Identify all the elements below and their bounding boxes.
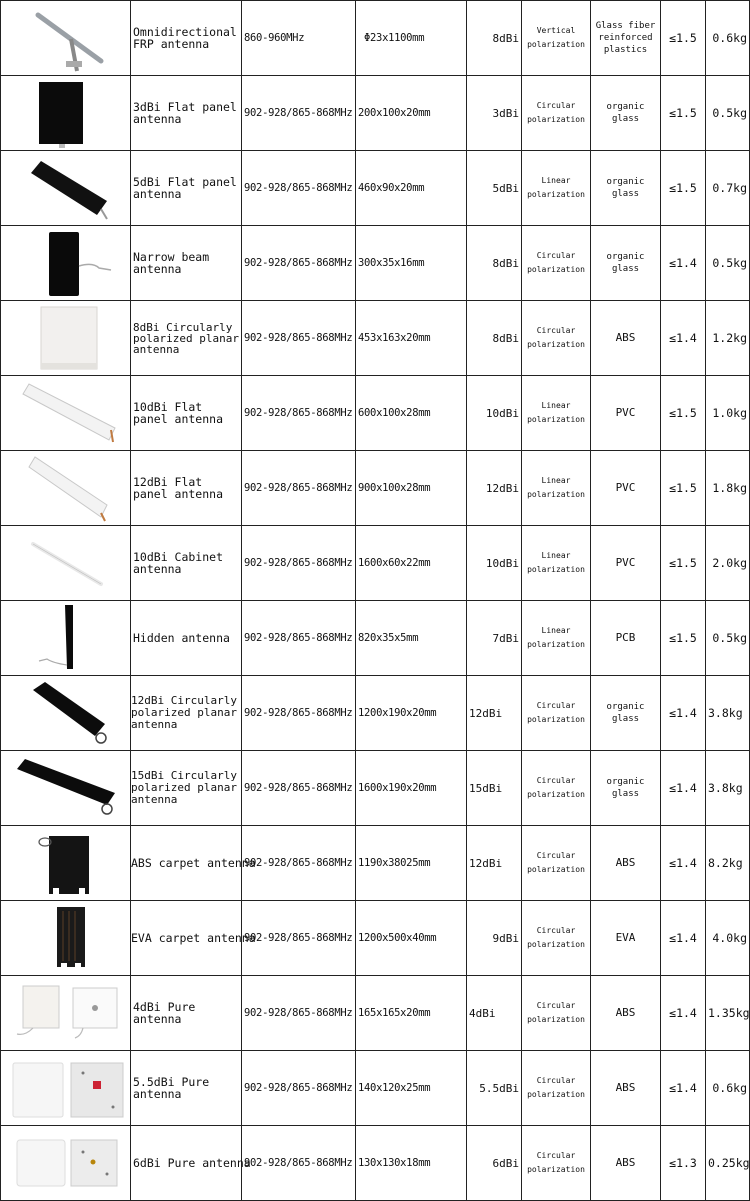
dimension-cell: 1600x60x22mm [356, 526, 467, 601]
product-image-cell [1, 676, 131, 751]
frequency-cell: 860-960MHz [242, 1, 356, 76]
product-image-cell [1, 826, 131, 901]
antenna-name: Hidden antenna [131, 601, 242, 676]
antenna-name: 10dBi Cabinet antenna [131, 526, 242, 601]
polarization-cell: Circular polarization [522, 226, 591, 301]
weight-cell: 0.7kg [706, 151, 750, 226]
antenna-name: 3dBi Flat panel antenna [131, 76, 242, 151]
dimension-cell: 453x163x20mm [356, 301, 467, 376]
product-image-cell [1, 601, 131, 676]
polarization-cell: Circular polarization [522, 826, 591, 901]
table-row [1, 676, 750, 751]
material-cell: Glass fiber reinforced plastics [591, 1, 661, 76]
polarization-cell: Linear polarization [522, 451, 591, 526]
weight-cell: 0.6kg [706, 1, 750, 76]
small-pure-antenna-icon [3, 1126, 133, 1200]
weight-cell: 1.2kg [706, 301, 750, 376]
weight-cell: 4.0kg [706, 901, 750, 976]
polarization-cell: Circular polarization [522, 76, 591, 151]
material-cell: ABS [591, 826, 661, 901]
polarization-cell: Circular polarization [522, 751, 591, 826]
dimension-cell: 300x35x16mm [356, 226, 467, 301]
frequency-cell: 902-928/865-868MHz [242, 976, 356, 1051]
product-image-cell [1, 1126, 131, 1201]
vswr-cell: ≤1.4 [661, 751, 706, 826]
frequency-cell: 902-928/865-868MHz [242, 751, 356, 826]
product-image-cell [1, 76, 131, 151]
product-image-cell [1, 1051, 131, 1126]
frp-omni-antenna-icon [3, 1, 133, 75]
weight-cell: 0.25kg [706, 1126, 750, 1201]
vswr-cell: ≤1.4 [661, 676, 706, 751]
gain-cell: 4dBi [467, 976, 522, 1051]
product-image-cell [1, 376, 131, 451]
antenna-name: 12dBi Circularly polarized planar antenna [131, 676, 242, 751]
black-panel-antenna-icon [3, 76, 133, 150]
narrow-beam-antenna-icon [3, 226, 133, 300]
frequency-cell: 902-928/865-868MHz [242, 676, 356, 751]
gain-cell: 10dBi [467, 526, 522, 601]
polarization-cell: Linear polarization [522, 151, 591, 226]
table-row [1, 151, 750, 226]
material-cell: EVA [591, 901, 661, 976]
weight-cell: 0.5kg [706, 76, 750, 151]
dimension-cell: 1600x190x20mm [356, 751, 467, 826]
frequency-cell: 902-928/865-868MHz [242, 1051, 356, 1126]
table-row [1, 751, 750, 826]
polarization-cell: Vertical polarization [522, 1, 591, 76]
weight-cell: 3.8kg [706, 676, 750, 751]
dimension-cell: 165x165x20mm [356, 976, 467, 1051]
product-image-cell [1, 451, 131, 526]
dimension-cell: 140x120x25mm [356, 1051, 467, 1126]
frequency-cell: 902-928/865-868MHz [242, 226, 356, 301]
product-image-cell [1, 301, 131, 376]
frequency-cell: 902-928/865-868MHz [242, 1126, 356, 1201]
black-long-panel-antenna-icon [3, 676, 133, 750]
frequency-cell: 902-928/865-868MHz [242, 526, 356, 601]
vswr-cell: ≤1.4 [661, 1051, 706, 1126]
material-cell: organic glass [591, 151, 661, 226]
antenna-name: Omnidirectional FRP antenna [131, 1, 242, 76]
antenna-name: 8dBi Circularly polarized planar antenna [131, 301, 242, 376]
vswr-cell: ≤1.4 [661, 301, 706, 376]
cabinet-rod-antenna-icon [3, 526, 133, 600]
dimension-cell: Φ23x1100mm [356, 1, 467, 76]
antenna-name: 12dBi Flat panel antenna [131, 451, 242, 526]
table-row [1, 826, 750, 901]
vswr-cell: ≤1.5 [661, 76, 706, 151]
gain-cell: 12dBi [467, 826, 522, 901]
material-cell: organic glass [591, 76, 661, 151]
white-strip-antenna-icon [3, 376, 133, 450]
vswr-cell: ≤1.4 [661, 976, 706, 1051]
vswr-cell: ≤1.5 [661, 151, 706, 226]
dimension-cell: 130x130x18mm [356, 1126, 467, 1201]
material-cell: ABS [591, 301, 661, 376]
table-row [1, 76, 750, 151]
gain-cell: 5dBi [467, 151, 522, 226]
gain-cell: 12dBi [467, 451, 522, 526]
antenna-name: 15dBi Circularly polarized planar antenna [131, 751, 242, 826]
gain-cell: 10dBi [467, 376, 522, 451]
dimension-cell: 1200x500x40mm [356, 901, 467, 976]
vswr-cell: ≤1.5 [661, 451, 706, 526]
polarization-cell: Circular polarization [522, 901, 591, 976]
dimension-cell: 1190x38025mm [356, 826, 467, 901]
material-cell: organic glass [591, 751, 661, 826]
dimension-cell: 820x35x5mm [356, 601, 467, 676]
vswr-cell: ≤1.5 [661, 376, 706, 451]
weight-cell: 8.2kg [706, 826, 750, 901]
table-row [1, 451, 750, 526]
vswr-cell: ≤1.5 [661, 1, 706, 76]
gain-cell: 6dBi [467, 1126, 522, 1201]
table-row [1, 1051, 750, 1126]
vswr-cell: ≤1.4 [661, 826, 706, 901]
vswr-cell: ≤1.5 [661, 601, 706, 676]
frequency-cell: 902-928/865-868MHz [242, 451, 356, 526]
vswr-cell: ≤1.3 [661, 1126, 706, 1201]
eva-carpet-antenna-icon [3, 901, 133, 975]
antenna-name: 5dBi Flat panel antenna [131, 151, 242, 226]
product-image-cell [1, 1, 131, 76]
polarization-cell: Circular polarization [522, 301, 591, 376]
frequency-cell: 902-928/865-868MHz [242, 76, 356, 151]
antenna-name: ABS carpet antenna [131, 826, 242, 901]
polarization-cell: Linear polarization [522, 601, 591, 676]
polarization-cell: Circular polarization [522, 1051, 591, 1126]
gain-cell: 15dBi [467, 751, 522, 826]
frequency-cell: 902-928/865-868MHz [242, 376, 356, 451]
black-strip-antenna-icon [3, 151, 133, 225]
white-strip-antenna-icon [3, 451, 133, 525]
square-pure-antenna-icon [3, 976, 133, 1050]
product-image-cell [1, 901, 131, 976]
vswr-cell: ≤1.5 [661, 526, 706, 601]
table-row [1, 601, 750, 676]
gain-cell: 9dBi [467, 901, 522, 976]
gain-cell: 8dBi [467, 226, 522, 301]
material-cell: ABS [591, 1051, 661, 1126]
weight-cell: 1.35kg [706, 976, 750, 1051]
polarization-cell: Linear polarization [522, 376, 591, 451]
square-pure-antenna-icon [3, 1051, 133, 1125]
antenna-name: 10dBi Flat panel antenna [131, 376, 242, 451]
material-cell: organic glass [591, 676, 661, 751]
gain-cell: 3dBi [467, 76, 522, 151]
antenna-name: 4dBi Pure antenna [131, 976, 242, 1051]
frequency-cell: 902-928/865-868MHz [242, 151, 356, 226]
antenna-name: 5.5dBi Pure antenna [131, 1051, 242, 1126]
frequency-cell: 902-928/865-868MHz [242, 901, 356, 976]
frequency-cell: 902-928/865-868MHz [242, 826, 356, 901]
weight-cell: 0.6kg [706, 1051, 750, 1126]
white-panel-antenna-icon [3, 301, 133, 375]
product-image-cell [1, 151, 131, 226]
weight-cell: 1.0kg [706, 376, 750, 451]
vswr-cell: ≤1.4 [661, 901, 706, 976]
weight-cell: 3.8kg [706, 751, 750, 826]
product-image-cell [1, 526, 131, 601]
polarization-cell: Circular polarization [522, 1126, 591, 1201]
material-cell: organic glass [591, 226, 661, 301]
gain-cell: 8dBi [467, 301, 522, 376]
frequency-cell: 902-928/865-868MHz [242, 301, 356, 376]
antenna-name: Narrow beam antenna [131, 226, 242, 301]
material-cell: PVC [591, 376, 661, 451]
table-row [1, 1126, 750, 1201]
dimension-cell: 600x100x28mm [356, 376, 467, 451]
table-row [1, 901, 750, 976]
gain-cell: 8dBi [467, 1, 522, 76]
dimension-cell: 460x90x20mm [356, 151, 467, 226]
product-image-cell [1, 751, 131, 826]
dimension-cell: 1200x190x20mm [356, 676, 467, 751]
table-row [1, 976, 750, 1051]
product-image-cell [1, 976, 131, 1051]
antenna-name: 6dBi Pure antenna [131, 1126, 242, 1201]
weight-cell: 0.5kg [706, 226, 750, 301]
material-cell: PVC [591, 526, 661, 601]
material-cell: ABS [591, 976, 661, 1051]
dimension-cell: 200x100x20mm [356, 76, 467, 151]
table-row [1, 1, 750, 76]
hidden-antenna-icon [3, 601, 133, 675]
gain-cell: 7dBi [467, 601, 522, 676]
polarization-cell: Linear polarization [522, 526, 591, 601]
polarization-cell: Circular polarization [522, 676, 591, 751]
weight-cell: 0.5kg [706, 601, 750, 676]
table-row [1, 376, 750, 451]
polarization-cell: Circular polarization [522, 976, 591, 1051]
table-row [1, 226, 750, 301]
antenna-name: EVA carpet antenna [131, 901, 242, 976]
table-row [1, 526, 750, 601]
dimension-cell: 900x100x28mm [356, 451, 467, 526]
material-cell: PCB [591, 601, 661, 676]
product-image-cell [1, 226, 131, 301]
gain-cell: 5.5dBi [467, 1051, 522, 1126]
material-cell: ABS [591, 1126, 661, 1201]
table-row [1, 301, 750, 376]
weight-cell: 2.0kg [706, 526, 750, 601]
vswr-cell: ≤1.4 [661, 226, 706, 301]
material-cell: PVC [591, 451, 661, 526]
frequency-cell: 902-928/865-868MHz [242, 601, 356, 676]
gain-cell: 12dBi [467, 676, 522, 751]
abs-carpet-antenna-icon [3, 826, 133, 900]
weight-cell: 1.8kg [706, 451, 750, 526]
black-long-panel-antenna-icon [3, 751, 133, 825]
